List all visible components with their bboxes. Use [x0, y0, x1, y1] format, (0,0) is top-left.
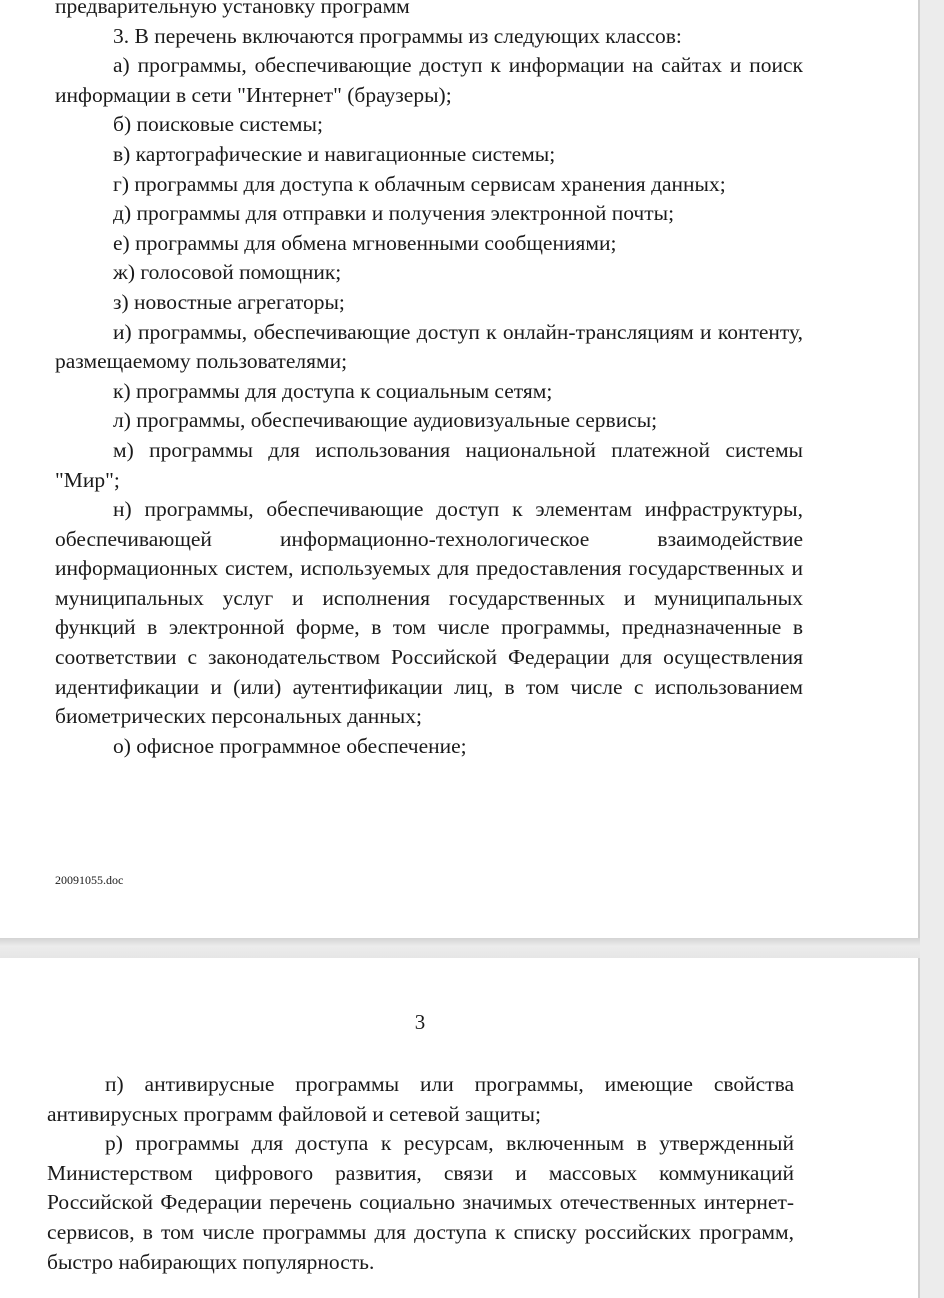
- list-item-zh: ж) голосовой помощник;: [113, 260, 342, 285]
- list-item-p: п) антивирусные программы или программы, имеющие свойства антивирусных программ файловой и сетевой защиты;: [47, 1072, 794, 1126]
- list-item-z: з) новостные агрегаторы;: [113, 289, 345, 314]
- document-footer-filename: 20091055.doc: [55, 873, 124, 887]
- list-item-m: м) программы для использования национальной платежной системы "Мир";: [55, 437, 803, 492]
- page-separator: [0, 938, 920, 958]
- list-item-o: о) офисное программное обеспечение;: [113, 733, 467, 758]
- list-item-g: г) программы для доступа к облачным сервисам хранения данных;: [113, 171, 726, 196]
- list-item-l: л) программы, обеспечивающие аудиовизуальные сервисы;: [113, 408, 658, 433]
- list-item-e: е) программы для обмена мгновенными сообщениями;: [113, 230, 617, 255]
- page-3-body: [47, 1070, 794, 1277]
- page-number: 3: [414, 1010, 426, 1034]
- document-page-3: [0, 958, 920, 1298]
- list-item-i: и) программы, обеспечивающие доступ к онлайн-трансляциям и контенту, размещаемому пользователями;: [55, 319, 803, 374]
- list-item-b: б) поисковые системы;: [113, 112, 323, 137]
- list-item-v: в) картографические и навигационные системы;: [113, 141, 556, 166]
- page-2-body: [55, 0, 803, 761]
- paragraph-item-3: 3. В перечень включаются программы из следующих классов:: [113, 23, 682, 48]
- cut-off-line: предварительную установку программ: [55, 0, 410, 18]
- list-item-a: а) программы, обеспечивающие доступ к информации на сайтах и поиск информации в сети "Интернет" (браузеры);: [55, 53, 803, 107]
- list-item-r: р) программы для доступа к ресурсам, включенным в утвержденный Министерством цифрового развития, связи и массовых коммуникаций Российской Федерации перечень социально значимых отечественных интернет-сервисов, в том числе программы для доступа к списку российских программ, быстро набирающих популярность.: [47, 1131, 794, 1274]
- list-item-d: д) программы для отправки и получения электронной почты;: [113, 201, 675, 226]
- list-item-n: н) программы, обеспечивающие доступ к элементам инфраструктуры, обеспечивающей информационно-технологическое взаимодействие информационных систем, используемых для предоставления государственных и муниципальных услуг и исполнения государственных и муниципальных функций в электронной форме, в том числе программы, предназначенные в соответствии с законодательством Российской Федерации для осуществления идентификации и (или) аутентификации лиц, в том числе с использованием биометрических персональных данных;: [55, 497, 803, 729]
- list-item-k: к) программы для доступа к социальным сетям;: [113, 378, 553, 403]
